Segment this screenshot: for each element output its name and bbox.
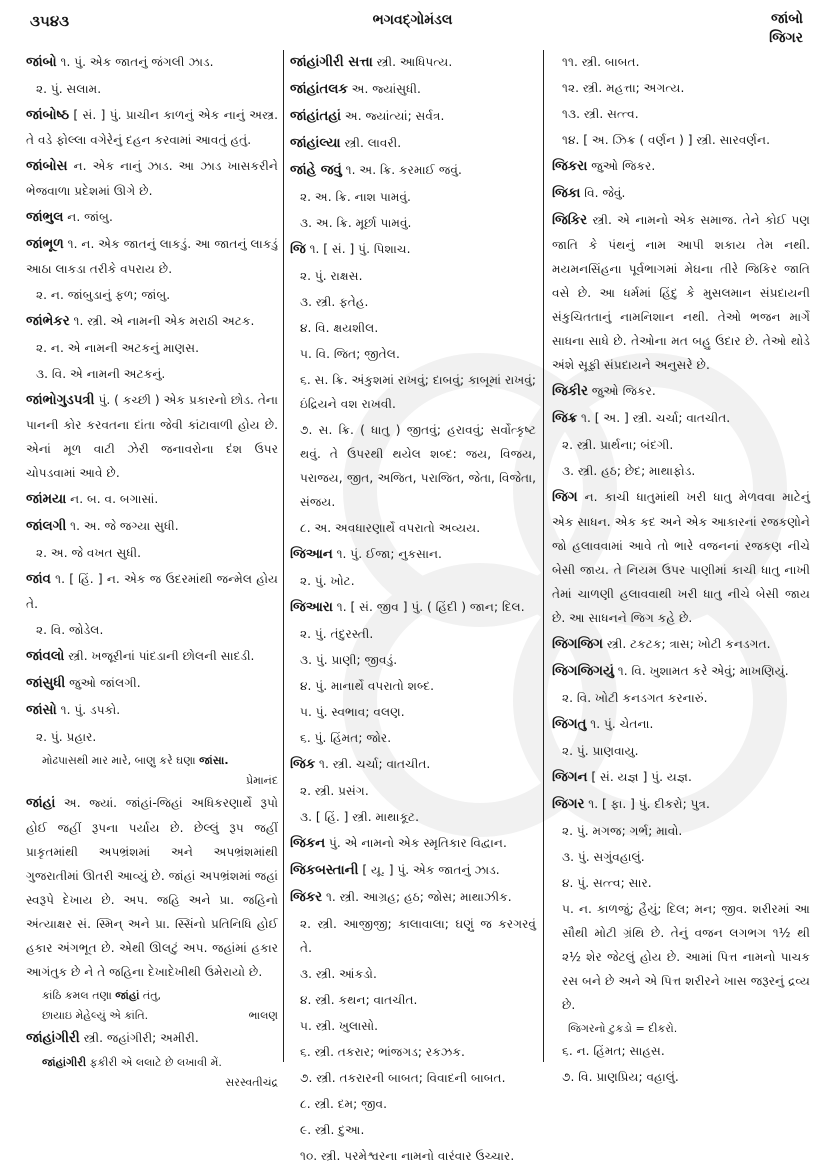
- dictionary-entry: [290, 885, 536, 910]
- headword: જિકબસ્તાની: [290, 863, 359, 878]
- sub-definition: ૨. સ્ત્રી. પ્રાર્થના; બંદગી.: [562, 438, 674, 452]
- headword: જાંહાં: [26, 796, 56, 811]
- dictionary-entry: [26, 1026, 278, 1051]
- dictionary-column-2: [290, 50, 536, 1170]
- headword: જાંહાંતલક: [290, 82, 348, 97]
- sub-definition: ૨. પું. પ્રાણવાયુ.: [562, 744, 639, 758]
- definition: જુઓ જાંલગી.: [65, 676, 141, 690]
- dictionary-entry: [290, 752, 536, 777]
- headword: જિક્ર: [552, 411, 578, 426]
- sub-definition: ૩. [ હિં. ] સ્ત્રી. માથાકૂટ.: [300, 810, 420, 824]
- headword: જિગજિગયું: [552, 664, 614, 679]
- citation-quote: [26, 986, 278, 1006]
- headword: જાંવલો: [26, 649, 65, 664]
- headword: જિગ: [552, 490, 578, 505]
- headword: જિઆન: [290, 547, 333, 562]
- dictionary-entry: [26, 309, 278, 334]
- sub-definition: ૫. સ્ત્રી. ખુલાસો.: [300, 1019, 379, 1033]
- headword: જાંવ: [26, 572, 51, 587]
- definition: સ્ત્રી. આધિપત્ય.: [372, 55, 453, 69]
- dictionary-entry: [26, 487, 278, 512]
- definition: ૧. પું. ડપકો.: [56, 703, 121, 717]
- sub-definition: ૨. વિ. ખોટી કનડગત કરનારું.: [562, 691, 708, 705]
- sub-definition: ૨. ન. એ નામની અટકનું માણસ.: [36, 341, 200, 355]
- definition: ન. જાંબુ.: [63, 210, 113, 224]
- dictionary-entry: [26, 644, 278, 669]
- page-header: [0, 0, 825, 48]
- sub-definition: ૨. પું. સલામ.: [36, 82, 102, 96]
- sub-definition: ૨. પું. ખોટ.: [300, 574, 355, 588]
- sub-definition: ૭. સ. ક્રિ. ( ધાતુ ) જીતવું; હરાવવું; સર્વોત્કૃષ્ટ થવું. તે ઉપરથી થયેલ શબ્દ: જય, વિજય, પરાજય, જીત, અજિત, પરાજિત, જેતા, વિજેતા, સંજય.: [300, 423, 536, 509]
- quote-text: છાયાઇ મેહેલ્યું એ કાંતિ.: [42, 1009, 149, 1022]
- dictionary-entry: [552, 659, 810, 684]
- headword: જાંહાંલ્યા: [290, 136, 341, 151]
- dictionary-entry: [26, 50, 278, 75]
- sub-definition: ૪. સ્ત્રી. કથન; વાતચીત.: [300, 993, 418, 1007]
- definition: ન. કાચી ધાતુમાંથી ખરી ધાતુ મેળવવા માટેનું એક સાધન. એક કદ અને એક આકારનાં રજકણોને જો હલાવવામાં આવે તો ભારે વજનનાં રજકણ નીચે બેસી જાય. તે નિયમ ઉપર પાણીમાં કાચી ધાતુ નાખી તેમાં ચાળણી હલાવવાથી ખરી ધાતુ નીચે બેસી જાય છે. આ સાધનને જિગ કહે છે.: [552, 490, 810, 625]
- headword: જિકીર: [552, 384, 588, 399]
- sub-definition: ૩. પું. સગુંવહાલું.: [562, 850, 645, 864]
- headword: જિઆરા: [290, 600, 333, 615]
- definition: સ્ત્રી. લાવરી.: [340, 136, 402, 150]
- definition: ૧. [ સં. ] પું. પિશાચ.: [305, 242, 411, 256]
- definition: ૧. સ્ત્રી. આગ્રહ; હઠ; જોસ; માથાઝીક.: [322, 890, 512, 904]
- sub-definition: ૧૩. સ્ત્રી. સત્ત્વ.: [562, 107, 639, 121]
- sub-definition: ૨. પું. પ્રહાર.: [36, 730, 97, 744]
- sub-definition: ૧૪. [ અ. ઝિક્ર ( વર્ણન ) ] સ્ત્રી. સારવર્ણન.: [562, 133, 771, 147]
- sub-definition: ૪. પું. સત્ત્વ; સાર.: [562, 876, 652, 890]
- sub-definition: ૭. સ્ત્રી. તકરારની બાબત; વિવાદની બાબત.: [300, 1071, 506, 1085]
- headword: જિ: [290, 242, 306, 257]
- dictionary-entry: [552, 792, 810, 817]
- sub-definition: ૩. સ્ત્રી. ફતેહ.: [300, 295, 369, 309]
- definition: ૧. ન. એક જાતનું લાકડું. આ જાતનું લાકડું આઠા લાકડા તરીકે વપરાય છે.: [26, 237, 278, 276]
- headword: જિકર: [290, 890, 323, 905]
- sub-definition: ૩. સ્ત્રી. આંકડો.: [300, 967, 377, 981]
- headword: જિગર: [552, 797, 585, 812]
- quote-text: જિગરનો ટુકડો = દીકરો.: [568, 1022, 678, 1035]
- sub-definition: ૩. અ. ક્રિ. મૂર્છા પામવું.: [300, 216, 412, 230]
- dictionary-column-1: [26, 50, 278, 1093]
- definition: જુઓ જિકર.: [587, 384, 656, 398]
- quote-headword: જાંહાંગીરી: [42, 1056, 87, 1069]
- sub-definition: ૫. વિ. જિત; જીતેલ.: [300, 347, 400, 361]
- headword: જાંમયા: [26, 492, 67, 507]
- definition: ૧. સ્ત્રી. એ નામની એક મરાઠી અટક.: [69, 314, 255, 328]
- definition: ૧. અ. ક્રિ. કરમાઈ જવું.: [341, 163, 462, 177]
- sub-definition: ૫. ન. કાળજું; હૈયું; દિલ; મન; જીવ. શરીરમાં આ સૌથી મોટી ગ્રંથિ છે. તેનું વજન લગભગ ૧½ થી ૨½ શેર જેટલું હોય છે. આમાં પિત્ત નામનો પાચક રસ બને છે અને એ પિત્ત શરીરને ખાસ જરૂરનું દ્રવ્ય છે.: [562, 902, 810, 1012]
- sub-definition: ૨. પું. મગજ; ગર્ભ; માવો.: [562, 824, 683, 838]
- dictionary-entry: [26, 103, 278, 152]
- definition: ૧. [ હિં. ] ન. એક જ ઉદરમાંથી જન્મેલ હોય તે.: [26, 572, 278, 611]
- headword: જિગન: [552, 770, 588, 785]
- dictionary-entry: [552, 765, 810, 790]
- sub-definition: ૨. સ્ત્રી. પ્રસંગ.: [300, 784, 369, 798]
- sub-definition: ૧૨. સ્ત્રી. મહત્તા; અગત્ય.: [562, 81, 685, 95]
- quote-author: પ્રેમાનંદ: [246, 774, 278, 787]
- definition: ન. બ. વ. બગાસાં.: [66, 492, 159, 506]
- citation-quote: [26, 1053, 278, 1073]
- headword: જિક: [290, 757, 316, 772]
- quote-author: સરસ્વતીચંદ્ર: [225, 1076, 278, 1089]
- sub-definition: ૬. સ્ત્રી. તકરાર; ભાંજગડ; રકઝક.: [300, 1045, 465, 1059]
- dictionary-entry: [26, 791, 278, 984]
- quote-headword: જાંસા.: [199, 754, 229, 767]
- quote-text-tail: તંતુ,: [139, 989, 161, 1002]
- sub-definition: ૧૦. સ્ત્રી. પરમેશ્વરના નામનો વારંવાર ઉચ્ચાર.: [300, 1149, 515, 1163]
- sub-definition: ૨. અ. જે વખત સુધી.: [36, 546, 142, 560]
- column-divider: [543, 50, 544, 1062]
- headword: જિગતુ: [552, 717, 587, 732]
- definition: સ્ત્રી. જહાંગીરી; અમીરી.: [79, 1031, 199, 1045]
- definition: [ સં. યજ્ઞ ] પું. યજ્ઞ.: [587, 770, 692, 784]
- definition: પું. એ નામનો એક સ્મૃતિકાર વિદ્વાન.: [325, 836, 507, 850]
- dictionary-entry: [26, 671, 278, 696]
- dictionary-entry: [290, 50, 536, 75]
- dictionary-column-3: [552, 50, 810, 1091]
- definition: વિ. જેવું.: [580, 186, 626, 200]
- definition: પું. ( કચ્છી ) એક પ્રકારનો છોડ. તેના પાનની કોર કરવતના દાંતા જેવી કાંટાવાળી હોય છે. એનાં મૂળ વાટી ઝેરી જનાવરોના દંશ ઉપર ચોપડવામાં આવે છે.: [26, 393, 278, 480]
- headword: જાંભૂળ: [26, 237, 64, 252]
- dictionary-entry: [552, 181, 810, 206]
- dictionary-entry: [26, 232, 278, 281]
- definition: ૧. [ સં. જીવ ] પું. ( હિંદી ) જાન; દિલ.: [332, 600, 525, 614]
- quote-headword: જાંહાં: [115, 989, 140, 1002]
- sub-definition: ૬. પું. હિંમત; જોર.: [300, 731, 392, 745]
- dictionary-entry: [290, 858, 536, 883]
- sub-definition: ૭. વિ. પ્રાણપ્રિય; વહાલું.: [562, 1070, 679, 1084]
- definition: ૧. પું. એક જાતનું જંગલી ઝાડ.: [56, 55, 214, 69]
- headword: જાંભોગુડપત્રી: [26, 393, 95, 408]
- dictionary-entry: [290, 831, 536, 856]
- sub-definition: ૬. ન. હિંમત; સાહસ.: [562, 1044, 665, 1058]
- dictionary-entry: [552, 485, 810, 630]
- dictionary-entry: [552, 154, 810, 179]
- dictionary-entry: [26, 154, 278, 203]
- definition: ૧. પું. ચેતના.: [586, 717, 654, 731]
- citation-quote: [552, 1019, 810, 1039]
- sub-definition: ૮. અ. અવધારણાર્થે વપરાતો અવ્યય.: [300, 521, 481, 535]
- definition: ૧. [ અ. ] સ્ત્રી. ચર્ચા; વાતચીત.: [577, 411, 731, 425]
- sub-definition: ૨. સ્ત્રી. આજીજી; કાલાવાલા; ઘણું જ કરગરવું તે.: [300, 917, 536, 955]
- quote-author: ભાલણ: [248, 1009, 278, 1022]
- headword: જાંસો: [26, 703, 57, 718]
- sub-definition: ૨. ન. જાંબુડાનું ફળ; જાંબુ.: [36, 288, 171, 302]
- quote-text-tail: ફકીરી એ લલાટે છે લખાવી મેં.: [86, 1056, 222, 1069]
- definition: જુઓ જિકર.: [587, 159, 656, 173]
- definition: ૧. વિ. ખુશામત કરે એવું; માખણિયું.: [613, 664, 789, 678]
- definition: ૧. અ. જે જગ્યા સુધી.: [66, 519, 179, 533]
- dictionary-entry: [26, 567, 278, 616]
- headword: જિગજિગ: [552, 637, 603, 652]
- dictionary-entry: [552, 208, 810, 377]
- definition: અ. જ્યાંસુધી.: [347, 82, 421, 96]
- citation-quote: [26, 751, 278, 771]
- definition: અ. જ્યાંત્યાં; સર્વત્ર.: [341, 109, 445, 123]
- headword: જિકન: [290, 836, 326, 851]
- headword: જાંભેકર: [26, 314, 70, 329]
- definition: અ. જ્યાં. જાંહાં-જિહાં અધિકરણાર્થે રૂપો હોઈ જહીં રૂપના પર્યાય છે. છેલ્લું રૂપ જહીં પ્રાકૃતમાંથી અપભ્રંશમાં અને અપભ્રંશમાંથી ગુજરાતીમાં ઊતરી આવ્યું છે. જાંહાં અપભ્રંશમાં જહાં સ્વરૂપે દેખાય છે. અપ. જહિ અને પ્રા. જહિનો અંત્યાક્ષર સં. સ્મિન્ અને પ્રા. સ્સિંનો પ્રતિનિધિ હોઈ હકાર અંગભૂત છે. એથી ઊલટું અપ. જહાંમાં હકાર આગંતુક છે ને તે જહિના દેખાદેખીથી ઉમેરાયો છે.: [26, 796, 278, 979]
- sub-definition: ૩. વિ. એ નામની અટકનું.: [36, 367, 166, 381]
- dictionary-entry: [26, 205, 278, 230]
- guide-word-first: જાંબો: [770, 11, 803, 27]
- dictionary-entry: [290, 158, 536, 183]
- dictionary-entry: [26, 698, 278, 723]
- definition: [ યૂ. ] પું. એક જાતનું ઝાડ.: [358, 863, 500, 877]
- dictionary-entry: [552, 712, 810, 737]
- headword: જાંહે જવું: [290, 163, 342, 178]
- page-number: ૩૫૪૩: [30, 12, 70, 30]
- definition: ન. એક નાનું ઝાડ. આ ઝાડ ખાસકરીને ભેજવાળા પ્રદેશમાં ઊગે છે.: [26, 159, 278, 198]
- dictionary-entry: [552, 632, 810, 657]
- sub-definition: ૩. સ્ત્રી. હઠ; છેદ; માથાફોડ.: [562, 464, 696, 478]
- sub-definition: ૧૧. સ્ત્રી. બાબત.: [562, 55, 640, 69]
- headword: જાંબો: [26, 55, 57, 70]
- book-title: ભગવદ્ગોમંડલ: [372, 12, 453, 28]
- guide-words: [769, 10, 803, 48]
- dictionary-entry: [26, 388, 278, 485]
- definition: [ સં. ] પું. પ્રાચીન કાળનું એક નાનું અસ્ત્ર. તે વડે ફોલ્લા વગેરેનું દહન કરવામાં આવતું હતું.: [26, 108, 278, 147]
- dictionary-entry: [26, 514, 278, 539]
- sub-definition: ૮. સ્ત્રી. દમ; જીવ.: [300, 1097, 388, 1111]
- dictionary-entry: [290, 237, 536, 262]
- definition: સ્ત્રી. ટકટક; ત્રાસ; ખોટી કનડગત.: [602, 637, 771, 651]
- sub-definition: ૨. અ. ક્રિ. નાશ પામવું.: [300, 190, 411, 204]
- sub-definition: ૫. પું. સ્વભાવ; વલણ.: [300, 705, 405, 719]
- citation-quote: [26, 1006, 278, 1026]
- definition: ૧. પું. ઈજા; નુકસાન.: [332, 547, 442, 561]
- sub-definition: ૪. પું. માનાર્થે વપરાતો શબ્દ.: [300, 679, 435, 693]
- dictionary-entry: [552, 379, 810, 404]
- definition: ૧. [ ફા. ] પું. દીકરો; પુત્ર.: [584, 797, 710, 811]
- sub-definition: ૪. વિ. ક્ષયશીલ.: [300, 321, 379, 335]
- dictionary-entry: [290, 595, 536, 620]
- headword: જિકરા: [552, 159, 588, 174]
- quote-text: કાંઠિ કમલ તણા: [42, 989, 116, 1002]
- headword: જિકિર: [552, 213, 588, 228]
- definition: સ્ત્રી. ખજૂરીનાં પાંદડાની છોલની સાદડી.: [64, 649, 255, 663]
- dictionary-entry: [290, 131, 536, 156]
- dictionary-entry: [290, 104, 536, 129]
- headword: જાંહાંગીરી સત્તા: [290, 55, 373, 70]
- headword: જિકા: [552, 186, 581, 201]
- definition: ૧. સ્ત્રી. ચર્ચા; વાતચીત.: [315, 757, 431, 771]
- headword: જાંહાંગીરી: [26, 1031, 80, 1046]
- quote-text: મોઢપાસથી માર મારે, બાણુ કરે ઘણા: [42, 754, 200, 767]
- dictionary-entry: [290, 77, 536, 102]
- sub-definition: ૯. સ્ત્રી. દુઆ.: [300, 1123, 365, 1137]
- headword: જાંબોસ: [26, 159, 68, 174]
- headword: જાંભુલ: [26, 210, 64, 225]
- dictionary-entry: [552, 406, 810, 431]
- column-divider: [283, 50, 284, 1062]
- sub-definition: ૨. વિ. જોડેલ.: [36, 623, 104, 637]
- headword: જાંબોષ્ઠ: [26, 108, 69, 123]
- sub-definition: ૨. પું. તંદુરસ્તી.: [300, 627, 374, 641]
- sub-definition: ૬. સ. ક્રિ. અંકુશમાં રાખવું; દાબવું; કાબૂમાં રાખવું; ઇંદ્રિયને વશ રાખવી.: [300, 373, 536, 411]
- sub-definition: ૨. પું. રાક્ષસ.: [300, 269, 363, 283]
- headword: જાંહાંતહાં: [290, 109, 342, 124]
- guide-word-last: જિગર: [769, 30, 803, 46]
- dictionary-entry: [290, 542, 536, 567]
- headword: જાંલગી: [26, 519, 67, 534]
- sub-definition: ૩. પું. પ્રાણી; જીવડું.: [300, 653, 398, 667]
- definition: સ્ત્રી. એ નામનો એક સમાજ. તેને કોઈ પણ જાતિ કે પંથનું નામ આપી શકાય તેમ નથી. મયમનસિંહના પૂર્વભાગમાં મેઘના તીરે જિકિર જાતિ વસે છે. આ ધર્મમાં હિંદુ કે મુસલમાન સંપ્રદાયની સંકુચિતતાનું નામનિશાન નથી. તેઓ ભજન માર્ગે સાધના સાધે છે. તેઓના મત બહુ ઉદાર છે. તેઓ થોડે અંશે સૂફી સંપ્રદાયને અનુસરે છે.: [552, 213, 810, 372]
- headword: જાંસુધી: [26, 676, 66, 691]
